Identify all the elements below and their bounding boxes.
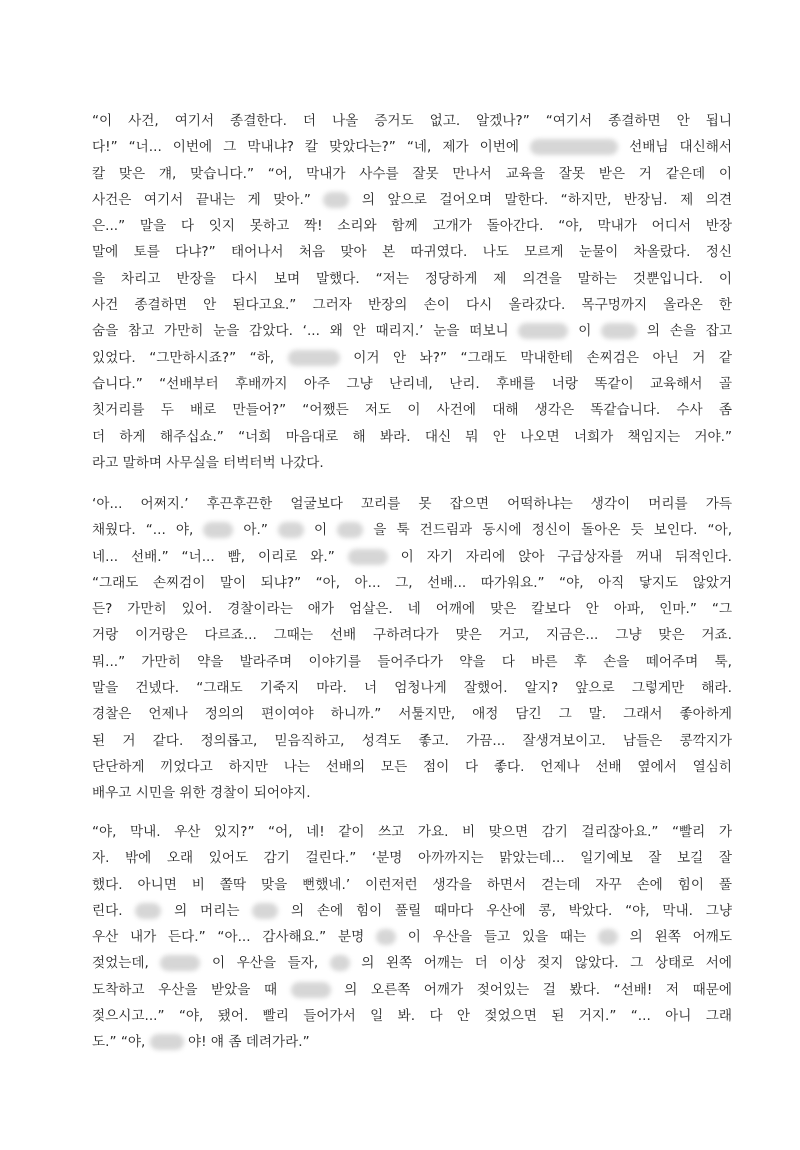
text-run: 젖으시고...” “야, 됐어. 빨리 들어가서 일 봐. 다 안 젖었으면 된 거지.” “... 아니 그래 xyxy=(92,1008,732,1025)
text-run: 을 툭 건드림과 동시에 정신이 돌아온 듯 보인다. “아, xyxy=(373,522,733,539)
redacted-name-blur xyxy=(348,549,388,565)
story-paragraph-1 xyxy=(92,108,732,476)
redacted-name-blur xyxy=(337,522,363,538)
text-line xyxy=(92,424,732,450)
text-run: 사건 종결하면 안 된다고요.” 그러자 반장의 손이 다시 올라갔다. 목구멍까지 올라온 한 xyxy=(92,297,732,314)
text-run: 습니다.” “선배부터 후배까지 아주 그냥 난리네, 난리. 후배를 너랑 똑같이 교육해서 골 xyxy=(92,375,732,392)
text-line xyxy=(92,239,732,265)
text-run: 된 거 같다. 정의롭고, 믿음직하고, 성격도 좋고. 가끔... 잘생겨보이고. 남들은 콩깍지가 xyxy=(92,732,732,749)
text-run: 말을 건넸다. “그래도 기죽지 마라. 너 엄청나게 잘했어. 알지? 앞으로 그렇게만 해라. xyxy=(92,680,732,697)
text-line xyxy=(92,728,732,754)
text-line xyxy=(92,596,732,622)
text-run: 의 손에 힘이 풀릴 때마다 우산에 콩, 박았다. “야, 막내. 그냥 xyxy=(291,902,732,919)
redacted-name-blur xyxy=(598,929,618,945)
text-line xyxy=(92,491,732,517)
redacted-name-blur xyxy=(518,323,568,339)
text-run: 젖었는데, xyxy=(92,955,149,972)
text-line xyxy=(92,570,732,596)
text-line xyxy=(92,161,732,187)
text-run: 거랑 이거랑은 다르죠... 그때는 선배 구하려다가 맞은 거고, 지금은... 그냥 맞은 거죠. xyxy=(92,627,732,644)
redacted-name-blur xyxy=(278,522,304,538)
text-run: “그래도 손찌검이 말이 되냐?” “아, 아... 그, 선배... 따가워요.” “야, 아직 닿지도 않았거 xyxy=(92,574,732,591)
redacted-name-blur xyxy=(601,323,637,339)
text-run: 도착하고 우산을 받았을 때 xyxy=(92,981,278,998)
text-run: 칫거리를 두 배로 만들어?” “어쨌든 저도 이 사건에 대해 생각은 똑같습니다. 수사 좀 xyxy=(92,402,732,419)
text-line xyxy=(92,977,732,1003)
text-line xyxy=(92,544,732,570)
text-line xyxy=(92,780,732,806)
text-line xyxy=(92,1003,732,1029)
text-run: 숨을 참고 가만히 눈을 감았다. ‘... 왜 안 때리지.’ 눈을 떠보니 xyxy=(92,323,509,340)
text-line xyxy=(92,754,732,780)
text-run: 우산 내가 든다.” “아... 감사해요.” 분명 xyxy=(92,929,365,946)
text-run: 든? 가만히 있어. 경찰이라는 애가 엄살은. 네 어깨에 맞은 칼보다 안 아파, 인마.” “그 xyxy=(92,601,732,618)
text-line xyxy=(92,108,732,134)
text-line xyxy=(92,898,732,924)
text-line xyxy=(92,517,732,543)
text-run: 선배님 대신해서 xyxy=(629,139,732,156)
text-run: 있었다. “그만하시죠?” “하, xyxy=(92,349,275,366)
redacted-name-blur xyxy=(288,350,340,366)
text-run: 야! 얘 좀 데려가라.” xyxy=(187,1034,310,1051)
redacted-name-blur xyxy=(135,903,161,919)
text-line xyxy=(92,134,732,160)
text-run: “야, 막내. 우산 있지?” “어, 네! 같이 쓰고 가요. 비 맞으면 감기 걸리잖아요.” “빨리 가 xyxy=(92,824,732,840)
text-line xyxy=(92,450,732,476)
text-line xyxy=(92,872,732,898)
text-run: 의 왼쪽 어깨도 xyxy=(629,929,732,946)
text-line xyxy=(92,345,732,371)
text-run: 을 차리고 반장을 다시 보며 말했다. “저는 정당하게 제 의견을 말하는 것뿐입니다. 이 xyxy=(92,270,732,287)
text-line xyxy=(92,649,732,675)
text-line xyxy=(92,701,732,727)
text-run: 이거 안 놔?” “그래도 막내한테 손찌검은 아닌 거 같 xyxy=(353,349,733,366)
redacted-name-blur xyxy=(291,982,331,998)
text-line xyxy=(92,371,732,397)
text-line xyxy=(92,292,732,318)
text-run: 자. 밖에 오래 있어도 감기 걸린다.” ‘분명 아까까지는 맑았는데... 일기예보 잘 보길 잘 xyxy=(92,850,732,867)
text-run: 다!” “너... 이번에 그 막내냐? 칼 맞았다는?” “네, 제가 이번에 xyxy=(92,139,520,156)
text-line xyxy=(92,950,732,976)
redacted-name-blur xyxy=(252,903,278,919)
text-run: 뭐...” 가만히 약을 발라주며 이야기를 들어주다가 약을 다 바른 후 손을 떼어주며 툭, xyxy=(92,653,732,670)
text-run: 말에 토를 다냐?” 태어나서 처음 맞아 본 따귀였다. 나도 모르게 눈물이 차올랐다. 정신 xyxy=(92,244,732,261)
text-line xyxy=(92,924,732,950)
text-run: 단단하게 끼었다고 하지만 나는 선배의 모든 점이 다 좋다. 언제나 선배 옆에서 열심히 xyxy=(92,758,732,775)
text-run: 린다. xyxy=(92,902,123,919)
text-run: 했다. 아니면 비 쫄딱 맞을 뻔했네.’ 이런저런 생각을 하면서 걷는데 자꾸 손에 힘이 풀 xyxy=(92,876,732,893)
text-run: 의 앞으로 걸어오며 말한다. “하지만, 반장님. 제 의견 xyxy=(361,191,732,208)
story-paragraph-2 xyxy=(92,491,732,807)
text-line xyxy=(92,675,732,701)
redacted-name-blur xyxy=(376,929,396,945)
text-run: 의 머리는 xyxy=(174,902,240,919)
text-run: 의 왼쪽 어깨는 더 이상 젖지 않았다. 그 상태로 서에 xyxy=(361,955,733,972)
text-run: 도.” “야, xyxy=(92,1034,146,1051)
text-run: 은...” 말을 다 잇지 못하고 짝! 소리와 함께 고개가 돌아간다. “야, 막내가 어디서 반장 xyxy=(92,218,732,235)
text-run: 이 우산을 들고 있을 때는 xyxy=(407,929,587,946)
redacted-name-blur xyxy=(203,522,233,538)
text-run: 이 xyxy=(578,323,592,340)
story-paragraph-3 xyxy=(92,819,732,1056)
text-run: 경찰은 언제나 정의의 편이여야 하니까.” 서툴지만, 애정 담긴 그 말. 그래서 좋아하게 xyxy=(92,706,732,723)
text-run: 배우고 시민을 위한 경찰이 되어야지. xyxy=(92,785,311,802)
redacted-name-blur xyxy=(330,955,350,971)
text-run: 사건은 여기서 끝내는 게 맞아.” xyxy=(92,191,311,208)
text-run: 채웠다. “... 야, xyxy=(92,522,194,539)
redacted-name-blur xyxy=(530,139,618,155)
text-run: 칼 맞은 걔, 맞습니다.” “어, 막내가 사수를 잘못 만나서 교육을 잘못 받은 거 같은데 이 xyxy=(92,165,732,182)
text-line xyxy=(92,187,732,213)
redacted-name-blur xyxy=(160,955,200,971)
text-line xyxy=(92,845,732,871)
redacted-name-blur xyxy=(150,1034,184,1050)
text-run: ‘아... 어쩌지.’ 후끈후끈한 얼굴보다 꼬리를 못 잡으면 어떡하냐는 생각이 머리를 가득 xyxy=(92,496,732,512)
text-line xyxy=(92,318,732,344)
text-run: 아.” xyxy=(243,522,268,539)
text-run: 이 자기 자리에 앉아 구급상자를 꺼내 뒤적인다. xyxy=(400,548,732,565)
text-run: 더 하게 해주십쇼.” “너희 마음대로 해 봐라. 대신 뭐 안 나오면 너희가 책임지는 거야.” xyxy=(92,428,732,445)
text-run: 네... 선배.” “너... 빰, 이리로 와.” xyxy=(92,548,335,565)
text-line xyxy=(92,819,732,845)
text-line xyxy=(92,266,732,292)
text-run: 라고 말하며 사무실을 터벅터벅 나갔다. xyxy=(92,454,324,471)
text-run: “이 사건, 여기서 종결한다. 더 나올 증거도 없고. 알겠나?” “여기서 종결하면 안 됩니 xyxy=(92,113,732,129)
text-run: 이 xyxy=(314,522,328,539)
text-line xyxy=(92,1029,732,1055)
text-line xyxy=(92,397,732,423)
text-run: 의 손을 잡고 xyxy=(646,323,733,340)
text-run: 의 오른쪽 어깨가 젖어있는 걸 봤다. “선배! 저 때문에 xyxy=(344,981,732,998)
text-line xyxy=(92,213,732,239)
text-line xyxy=(92,622,732,648)
redacted-name-blur xyxy=(323,192,349,208)
text-run: 이 우산을 들자, xyxy=(211,955,319,972)
